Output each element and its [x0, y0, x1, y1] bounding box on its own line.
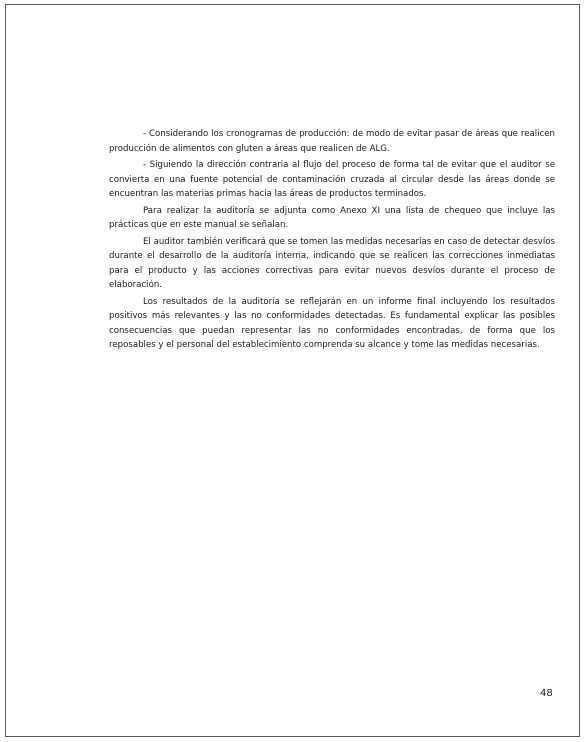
- bullet-reverse-process-flow: - Siguiendo la dirección contraria al flujo del proceso de forma tal de evitar que el auditor se convierta en una fuente potencial de contaminación cruzada al circular desde las áreas donde se encuentran las materias primas hacia las áreas de productos terminados.: [109, 160, 555, 199]
- paragraph-audit-results: Los resultados de la auditoría se reflejarán en un informe final incluyendo los resultados positivos más relevantes y las no conformidades detectadas. Es fundamental explicar las posibles consecuencias que puedan representar las no conformidades encontradas, de forma que los reposables y el personal del establecimiento comprenda su alcance y tome las medidas necesarias.: [109, 296, 555, 350]
- page-frame: [5, 4, 580, 737]
- page-number: 48: [540, 688, 553, 699]
- bullet-production-schedules: - Considerando los cronogramas de producción: de modo de evitar pasar de áreas que realicen producción de alimentos con gluten a áreas que realicen de ALG.: [109, 129, 555, 154]
- paragraph-audit-checklist: Para realizar la auditoría se adjunta como Anexo XI una lista de chequeo que incluye las prácticas que en este manual se señalan.: [109, 205, 555, 230]
- body-text: [109, 127, 555, 355]
- paragraph-auditor-verification: El auditor también verificará que se tomen las medidas necesarias en caso de detectar desvíos durante el desarrollo de la auditoría interna, indicando que se realicen las correcciones inmediatas para el producto y las acciones correctivas para evitar nuevos desvíos durante el proceso de elaboración.: [109, 236, 555, 290]
